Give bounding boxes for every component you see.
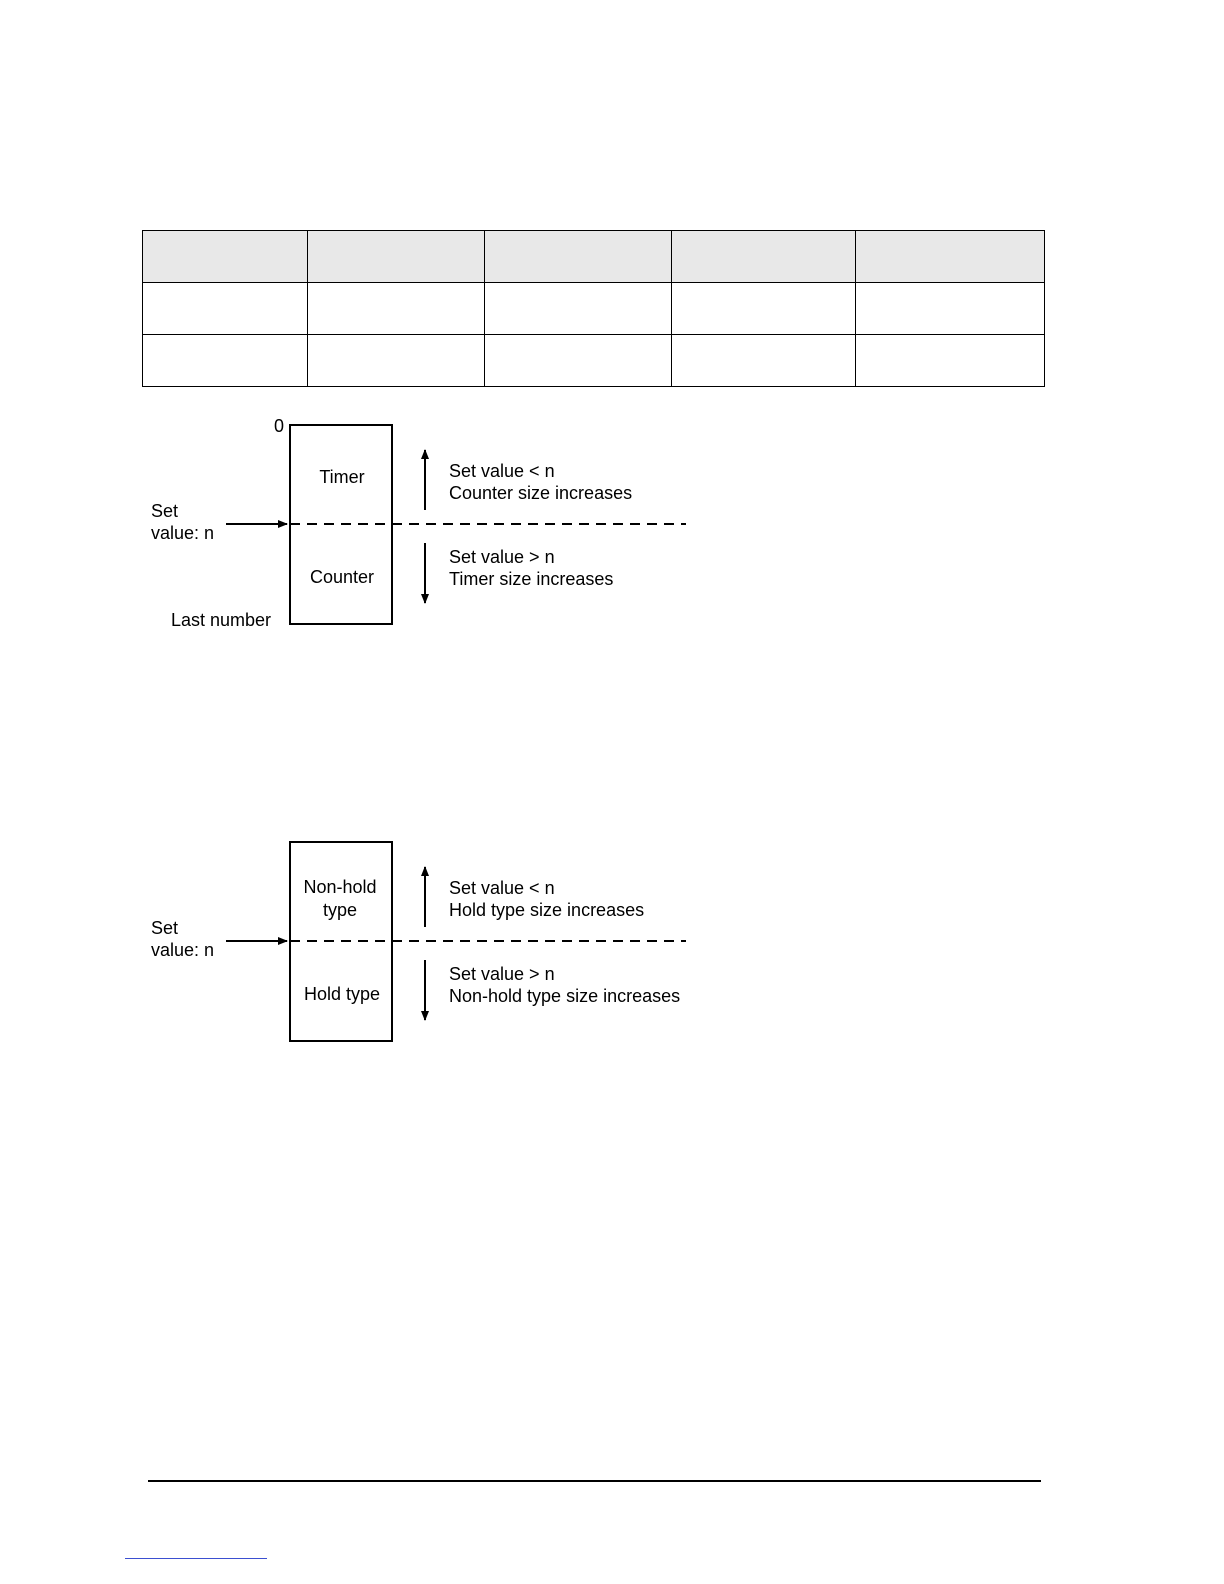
non-hold-block-label-line2: type [322,900,358,920]
table-cell [308,335,485,387]
table-cell [308,283,485,335]
header-cell [143,231,308,283]
table-cell [672,335,856,387]
table-header-row [143,231,1045,283]
table-cell [856,335,1045,387]
set-value-label-line2: value: n [151,940,215,960]
down-note-line1: Set value > n [449,547,555,567]
table-cell [485,335,672,387]
timer-block-label: Timer [319,467,365,487]
down-note-line1: Set value > n [449,964,555,984]
header-cell [672,231,856,283]
set-value-label-line1: Set [151,501,179,521]
footer-link-underline[interactable] [125,1558,267,1559]
table-cell [856,283,1045,335]
last-number-label: Last number [171,610,272,630]
footer-divider [148,1480,1041,1482]
table-row [143,283,1045,335]
up-note-line2: Counter size increases [449,483,633,503]
header-cell [308,231,485,283]
set-value-label-line2: value: n [151,523,215,543]
table-cell [143,335,308,387]
table-grid [142,230,1045,387]
table-cell [485,283,672,335]
timer-counter-diagram [0,410,1224,640]
table-cell [672,283,856,335]
hold-block-label: Hold type [303,984,381,1004]
down-note-line2: Timer size increases [449,569,614,589]
up-note-line2: Hold type size increases [449,900,645,920]
down-note-line2: Non-hold type size increases [449,986,681,1006]
header-cell [856,231,1045,283]
set-value-label-line1: Set [151,918,179,938]
header-cell [485,231,672,283]
table-cell [143,283,308,335]
table-row [143,335,1045,387]
counter-block-label: Counter [309,567,375,587]
up-note-line1: Set value < n [449,878,555,898]
top-marker-label: 0 [274,416,285,436]
non-hold-block-label-line1: Non-hold [303,877,377,897]
hold-type-diagram [0,827,1224,1057]
data-table [142,230,1044,387]
up-note-line1: Set value < n [449,461,555,481]
